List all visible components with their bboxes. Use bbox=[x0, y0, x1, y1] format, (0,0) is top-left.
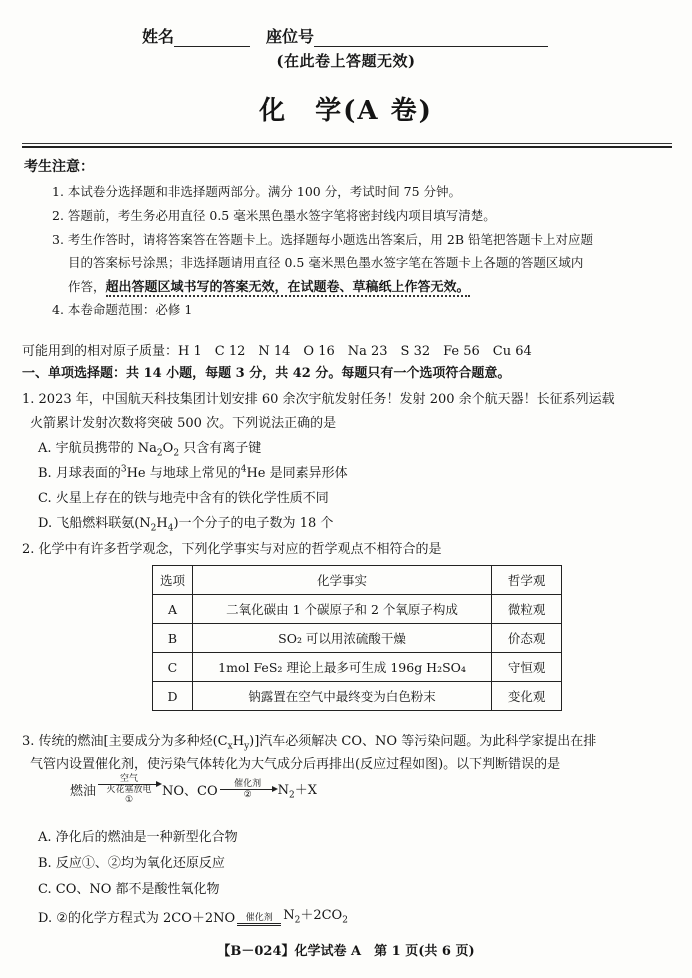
student-info-line bbox=[142, 24, 548, 47]
table-row bbox=[153, 653, 562, 682]
notice-heading: 考生注意： bbox=[24, 159, 94, 175]
notice-item: 3. 考生作答时，请将答案答在答题卡上。选择题每小题选出答案后，用 2B 铅笔把答题卡上对应题 bbox=[52, 232, 593, 247]
table-cell: 微粒观 bbox=[492, 595, 562, 624]
arrow-icon bbox=[220, 789, 276, 790]
notice-text: 作答， bbox=[68, 279, 106, 294]
q3-option-b: B. 反应①、②均为氧化还原反应 bbox=[38, 856, 225, 871]
name-blank[interactable] bbox=[174, 31, 250, 47]
table-cell: 变化观 bbox=[492, 682, 562, 711]
table-header: 选项 bbox=[153, 566, 193, 595]
table-header: 哲学观 bbox=[492, 566, 562, 595]
question-1-stem-cont: 火箭累计发射次数将突破 500 次。下列说法正确的是 bbox=[30, 416, 337, 431]
table-cell: SO₂ 可以用浓硫酸干燥 bbox=[192, 624, 491, 653]
table-cell: A bbox=[153, 595, 193, 624]
table-row bbox=[153, 595, 562, 624]
notice-item-cont: 目的答案标号涂黑；非选择题请用直径 0.5 毫米黑色墨水签字笔在答题卡上各题的答题区域内 bbox=[68, 255, 584, 270]
section-heading: 一、单项选择题：共 14 小题，每题 3 分，共 42 分。每题只有一个选项符合题意。 bbox=[22, 366, 511, 381]
q2-table bbox=[152, 565, 562, 711]
table-cell: D bbox=[153, 682, 193, 711]
arrow-condition-top: 空气 bbox=[120, 774, 139, 784]
arrow-condition-bottom: 火花塞放电 bbox=[106, 785, 152, 795]
table-cell: 钠露置在空气中最终变为白色粉末 bbox=[192, 682, 491, 711]
double-line-icon bbox=[237, 923, 281, 926]
reaction-scheme bbox=[70, 774, 317, 805]
q3-option-a: A. 净化后的燃油是一种新型化合物 bbox=[38, 830, 238, 845]
reactant-fuel: 燃油 bbox=[70, 784, 97, 799]
equilibrium-sign bbox=[237, 913, 281, 926]
reaction-arrow-2 bbox=[220, 779, 276, 800]
table-cell: 守恒观 bbox=[492, 653, 562, 682]
q1-option-d: D. 飞船燃料联氨$(N_2H_4)$一个分子的电子数为 18 个 bbox=[38, 516, 334, 534]
atomic-masses: 可能用到的相对原子质量：H 1 C 12 N 14 O 16 Na 23 S 32 Fe 56 Cu 64 bbox=[22, 344, 532, 359]
reaction-arrow-1 bbox=[98, 774, 160, 805]
table-header: 化学事实 bbox=[192, 566, 491, 595]
table-cell: 二氧化碳由 1 个碳原子和 2 个氧原子构成 bbox=[192, 595, 491, 624]
notice-item: 4. 本卷命题范围：必修 1 bbox=[52, 302, 193, 317]
seat-label: 座位号 bbox=[266, 27, 315, 46]
q3-option-c: C. CO、NO 都不是酸性氧化物 bbox=[38, 882, 220, 897]
notice-item: 1. 本试卷分选择题和非选择题两部分。满分 100 分，考试时间 75 分钟。 bbox=[52, 184, 462, 199]
table-cell: C bbox=[153, 653, 193, 682]
q1-option-b: B. 月球表面的$^3$He 与地球上常见的$^4$He 是同素异形体 bbox=[38, 464, 348, 481]
intermediate-products: NO、CO bbox=[162, 784, 218, 799]
table-row bbox=[153, 624, 562, 653]
table-cell: 1mol FeS₂ 理论上最多可生成 196g H₂SO₄ bbox=[192, 653, 491, 682]
table-cell: B bbox=[153, 624, 193, 653]
question-1-stem: 1. 2023 年，中国航天科技集团计划安排 60 余次宇航发射任务！发射 200 余个航天器！长征系列运载 bbox=[22, 392, 615, 407]
question-3-stem-cont: 气管内设置催化剂，使污染气体转化为大气成分后再排出(反应过程如图)。以下判断错误的是 bbox=[30, 757, 561, 772]
notice-item-cont bbox=[68, 276, 470, 295]
final-products: $N_2+X$ bbox=[277, 782, 318, 801]
arrow-step-number: ① bbox=[124, 795, 134, 805]
arrow-condition-top: 催化剂 bbox=[234, 779, 262, 789]
table-header-row bbox=[153, 566, 562, 595]
question-2-stem: 2. 化学中有许多哲学观念，下列化学事实与对应的哲学观点不相符合的是 bbox=[22, 542, 442, 557]
page-title: 化 学(A 卷) bbox=[259, 96, 433, 126]
q1-option-a: A. 宇航员携带的 $Na_2O_2$ 只含有离子键 bbox=[38, 441, 262, 459]
arrow-icon bbox=[98, 784, 160, 785]
q1-option-c: C. 火星上存在的铁与地壳中含有的铁化学性质不同 bbox=[38, 491, 329, 506]
q3-option-d: D. ②的化学方程式为 2CO＋2NO 催化剂 $N_2+2CO_2$ bbox=[38, 908, 348, 926]
page-footer: 【B－024】化学试卷 A 第 1 页(共 6 页) bbox=[217, 944, 475, 959]
name-label: 姓名 bbox=[142, 27, 175, 46]
table-cell: 价态观 bbox=[492, 624, 562, 653]
notice-emphasis: 超出答题区域书写的答案无效，在试题卷、草稿纸上作答无效。 bbox=[105, 280, 470, 295]
question-3-stem: 3. 传统的燃油[主要成分为多种烃$(C_xH_y)$]汽车必须解决 CO、NO 等污染问题。为此科学家提出在排 bbox=[22, 734, 597, 752]
catalyst-label: 催化剂 bbox=[245, 912, 273, 923]
table-row bbox=[153, 682, 562, 711]
seat-blank[interactable] bbox=[314, 31, 548, 47]
arrow-step-number: ② bbox=[243, 790, 252, 800]
divider-line bbox=[22, 143, 672, 144]
invalid-note: (在此卷上答题无效) bbox=[276, 52, 416, 70]
notice-item: 2. 答题前，考生务必用直径 0.5 毫米黑色墨水签字笔将密封线内项目填写清楚。 bbox=[52, 208, 496, 223]
divider-line-thick bbox=[22, 146, 672, 148]
